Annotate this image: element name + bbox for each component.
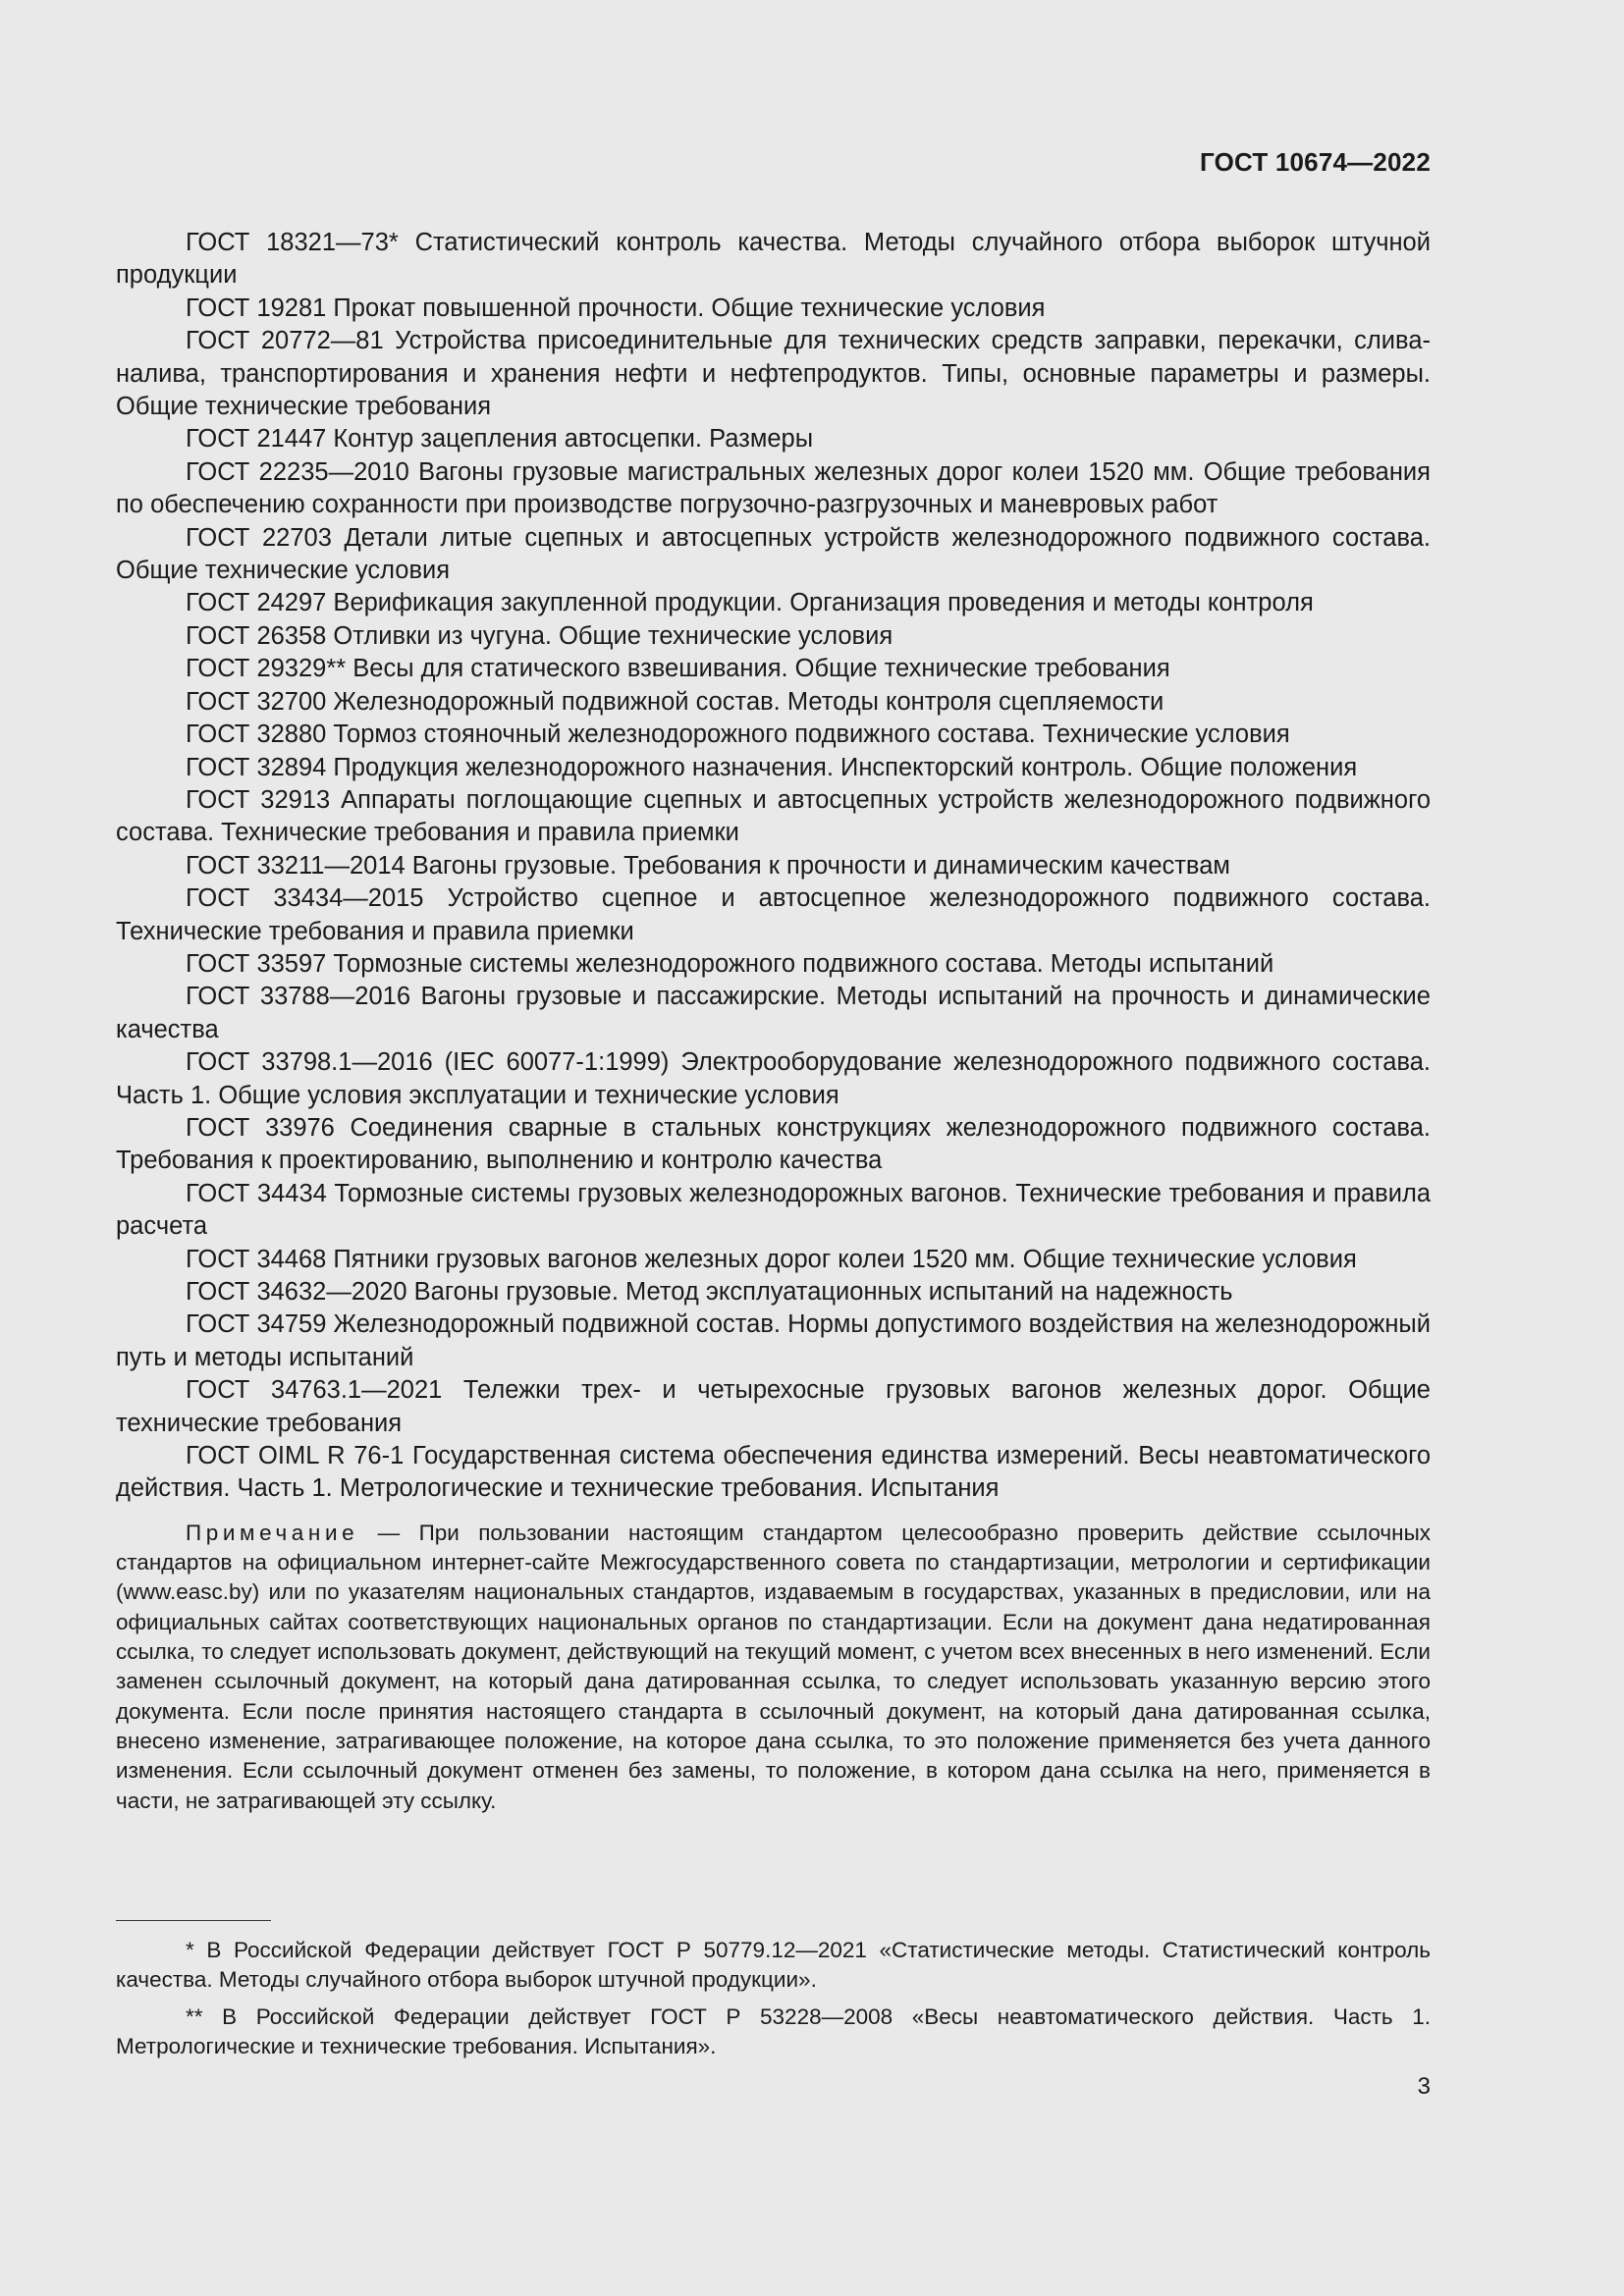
- reference-item: ГОСТ 34763.1—2021 Тележки трех- и четырехосные грузовых вагонов железных дорог. Общие технические требования: [116, 1376, 1431, 1437]
- reference-item: ГОСТ 29329** Весы для статического взвешивания. Общие технические требования: [186, 655, 1170, 683]
- footnote-divider: [116, 1920, 271, 1921]
- reference-item: ГОСТ 33597 Тормозные системы железнодорожного подвижного состава. Методы испытаний: [186, 949, 1274, 978]
- reference-item: ГОСТ 26358 Отливки из чугуна. Общие технические условия: [186, 621, 893, 650]
- normative-references: [116, 227, 1431, 1816]
- reference-item: ГОСТ 33976 Соединения сварные в стальных конструкциях железнодорожного подвижного состава. Требования к проектированию, выполнению и контролю качества: [116, 1113, 1431, 1175]
- reference-item: ГОСТ 32894 Продукция железнодорожного назначения. Инспекторский контроль. Общие положения: [186, 753, 1358, 781]
- reference-item: ГОСТ 22703 Детали литые сцепных и автосцепных устройств железнодорожного подвижного состава. Общие технические условия: [116, 523, 1431, 585]
- reference-item: ГОСТ 33434—2015 Устройство сцепное и автосцепное железнодорожного подвижного состава. Технические требования и правила приемки: [116, 884, 1431, 945]
- reference-item: ГОСТ 33211—2014 Вагоны грузовые. Требования к прочности и динамическим качествам: [186, 851, 1230, 880]
- note-label: Примечание: [186, 1520, 359, 1545]
- note-paragraph: [116, 1519, 1431, 1816]
- reference-item: ГОСТ OIML R 76-1 Государственная система обеспечения единства измерений. Весы неавтоматического действия. Часть 1. Метрологические и технические требования. Испытания: [116, 1442, 1431, 1503]
- footnotes: [116, 1936, 1431, 2068]
- reference-item: ГОСТ 24297 Верификация закупленной продукции. Организация проведения и методы контроля: [186, 589, 1314, 617]
- reference-item: ГОСТ 34434 Тормозные системы грузовых железнодорожных вагонов. Технические требования и правила расчета: [116, 1179, 1431, 1241]
- document-header-id: ГОСТ 10674—2022: [1200, 147, 1431, 177]
- reference-item: ГОСТ 34632—2020 Вагоны грузовые. Метод эксплуатационных испытаний на надежность: [186, 1278, 1233, 1306]
- reference-item: ГОСТ 19281 Прокат повышенной прочности. Общие технические условия: [186, 294, 1046, 322]
- page-number: 3: [1417, 2073, 1431, 2100]
- reference-item: ГОСТ 21447 Контур зацепления автосцепки. Размеры: [186, 425, 814, 454]
- reference-item: ГОСТ 32700 Железнодорожный подвижной состав. Методы контроля сцепляемости: [186, 687, 1164, 716]
- reference-item: ГОСТ 34759 Железнодорожный подвижной состав. Нормы допустимого воздействия на железнодорожный путь и методы испытаний: [116, 1310, 1431, 1371]
- reference-item: ГОСТ 22235—2010 Вагоны грузовые магистральных железных дорог колеи 1520 мм. Общие требования по обеспечению сохранности при производстве погрузочно-разгрузочных и маневровых работ: [116, 457, 1431, 519]
- footnote-item: ** В Российской Федерации действует ГОСТ Р 53228—2008 «Весы неавтоматического действия. Часть 1. Метрологические и технические требования. Испытания».: [116, 2003, 1431, 2058]
- note-text: — При пользовании настоящим стандартом целесообразно проверить действие ссылочных стандартов на официальном интернет-сайте Межгосударственного совета по стандартизации, метрологии и сертификации (www.easc.by) или по указателям национальных стандартов, издаваемым в государствах, указанных в предисловии, или на официальных сайтах соответствующих национальных органов по стандартизации. Если на документ дана недатированная ссылка, то следует использовать документ, действующий на текущий момент, с учетом всех внесенных в него изменений. Если заменен ссылочный документ, на который дана датированная ссылка, то следует использовать указанную версию этого документа. Если после принятия настоящего стандарта в ссылочный документ, на который дана датированная ссылка, внесено изменение, затрагивающее положение, на которое дана ссылка, то это положение применяется без учета данного изменения. Если ссылочный документ отменен без замены, то положение, в котором дана ссылка на него, применяется в части, не затрагивающей эту ссылку.: [116, 1520, 1431, 1813]
- reference-item: ГОСТ 32913 Аппараты поглощающие сцепных и автосцепных устройств железнодорожного подвижного состава. Технические требования и правила приемки: [116, 785, 1431, 847]
- footnote-item: * В Российской Федерации действует ГОСТ Р 50779.12—2021 «Статистические методы. Статистический контроль качества. Методы случайного отбора выборок штучной продукции».: [116, 1938, 1431, 1993]
- reference-item: ГОСТ 34468 Пятники грузовых вагонов железных дорог колеи 1520 мм. Общие технические условия: [186, 1245, 1357, 1273]
- reference-item: ГОСТ 20772—81 Устройства присоединительные для технических средств заправки, перекачки, слива-налива, транспортирования и хранения нефти и нефтепродуктов. Типы, основные параметры и размеры. Общие технические требования: [116, 327, 1431, 421]
- reference-item: ГОСТ 18321—73* Статистический контроль качества. Методы случайного отбора выборок штучной продукции: [116, 229, 1431, 290]
- reference-item: ГОСТ 33788—2016 Вагоны грузовые и пассажирские. Методы испытаний на прочность и динамические качества: [116, 983, 1431, 1043]
- reference-item: ГОСТ 32880 Тормоз стояночный железнодорожного подвижного состава. Технические условия: [186, 721, 1290, 749]
- reference-item: ГОСТ 33798.1—2016 (IEC 60077-1:1999) Электрооборудование железнодорожного подвижного состава. Часть 1. Общие условия эксплуатации и технические условия: [116, 1048, 1431, 1109]
